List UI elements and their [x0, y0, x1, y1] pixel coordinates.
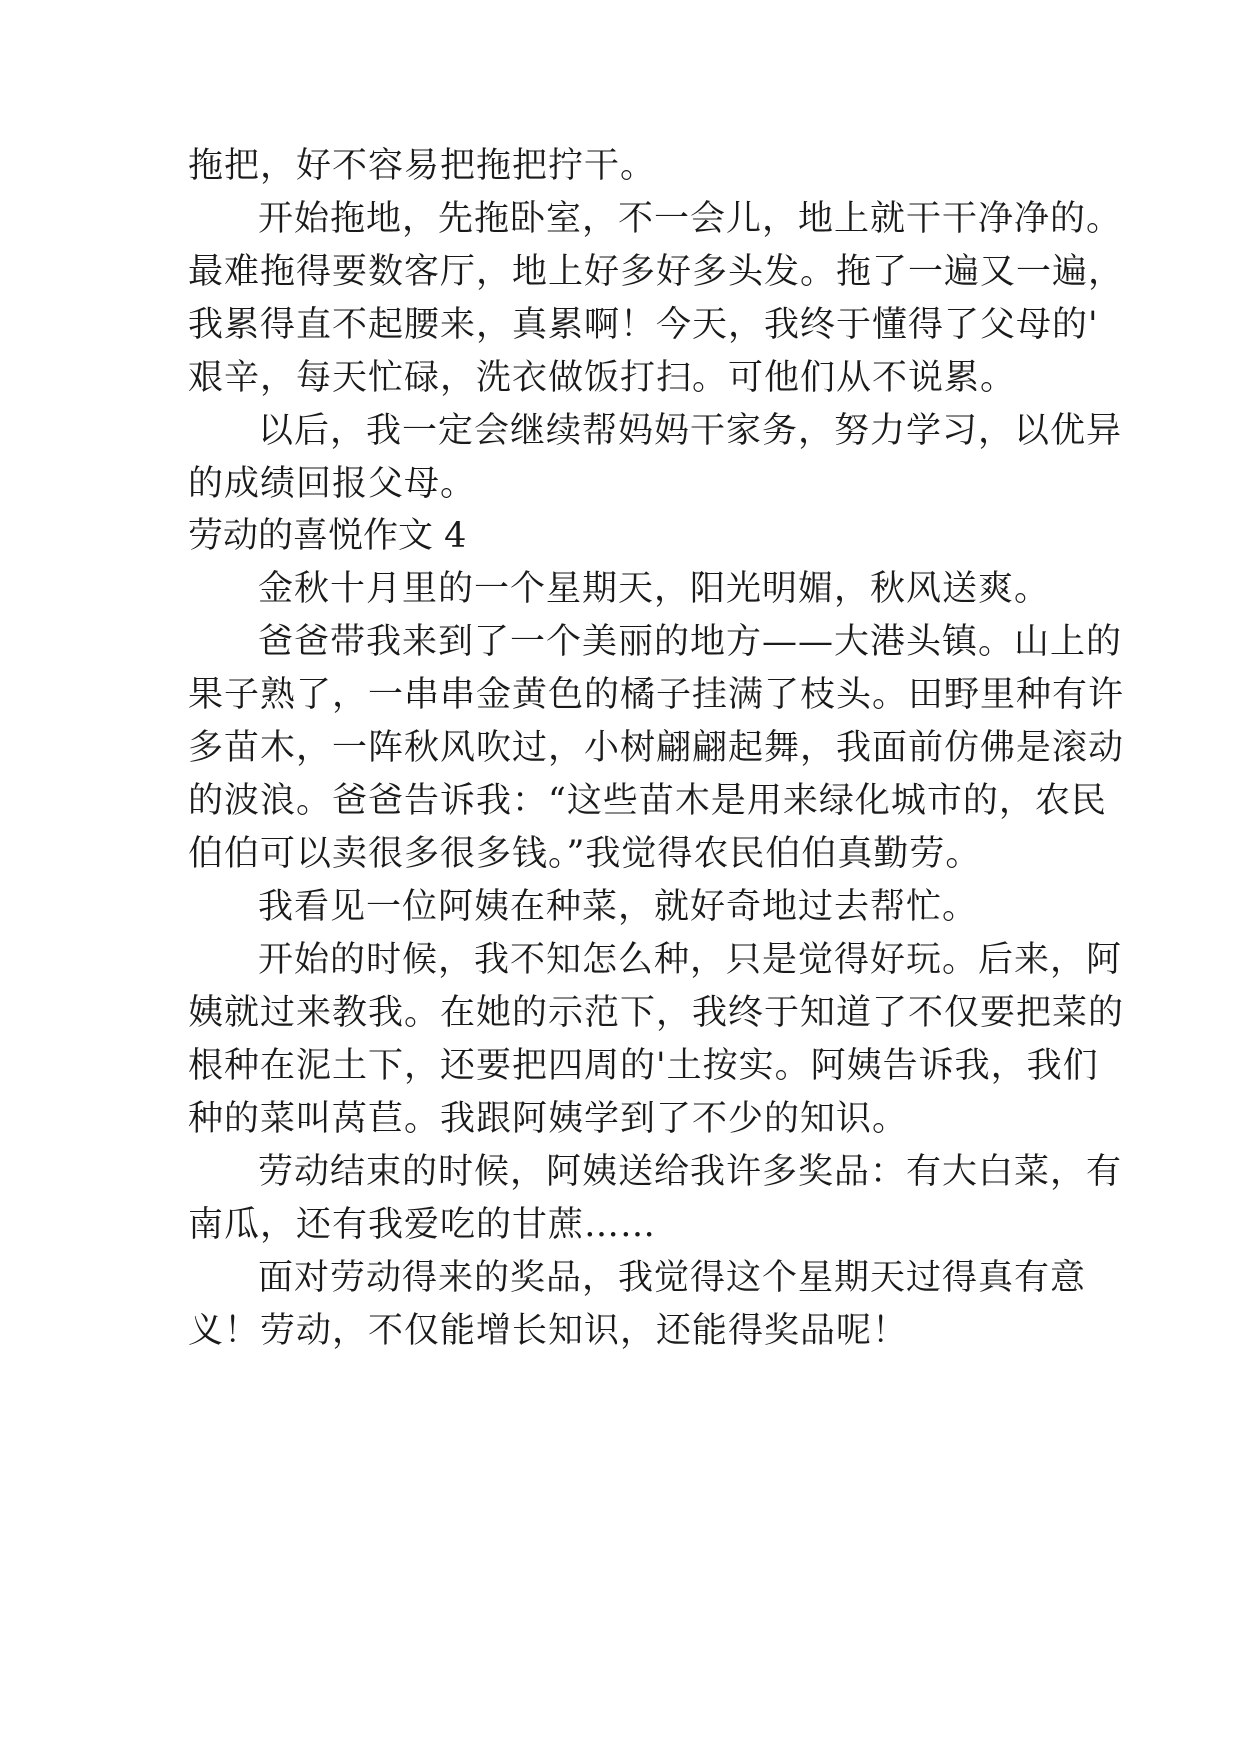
- paragraph-line: 开始拖地，先拖卧室，不一会儿，地上就干干净净的。: [258, 199, 1123, 239]
- paragraph-line: 开始的时候，我不知怎么种，只是觉得好玩。后来，阿: [258, 940, 1123, 980]
- paragraph-line: 南瓜，还有我爱吃的甘蔗……: [188, 1205, 657, 1245]
- paragraph-line: 我累得直不起腰来，真累啊！今天，我终于懂得了父母的': [188, 305, 1099, 345]
- paragraph-line: 根种在泥土下，还要把四周的'土按实。阿姨告诉我，我们: [188, 1046, 1099, 1086]
- paragraph-line: 金秋十月里的一个星期天，阳光明媚，秋风送爽。: [258, 569, 1051, 609]
- paragraph-line: 种的菜叫莴苣。我跟阿姨学到了不少的知识。: [188, 1099, 909, 1139]
- paragraph-line: 的成绩回报父母。: [188, 464, 477, 504]
- paragraph-line: 面对劳动得来的奖品，我觉得这个星期天过得真有意: [258, 1258, 1087, 1298]
- paragraph-line: 我看见一位阿姨在种菜，就好奇地过去帮忙。: [258, 887, 979, 927]
- paragraph-line: 拖把，好不容易把拖把拧干。: [188, 146, 657, 186]
- paragraph-line: 最难拖得要数客厅，地上好多好多头发。拖了一遍又一遍，: [188, 252, 1125, 292]
- paragraph-line: 劳动结束的时候，阿姨送给我许多奖品：有大白菜，有: [258, 1152, 1123, 1192]
- paragraph-line: 义！劳动，不仅能增长知识，还能得奖品呢！: [188, 1311, 909, 1351]
- paragraph-line: 多苗木，一阵秋风吹过，小树翩翩起舞，我面前仿佛是滚动: [188, 728, 1125, 768]
- paragraph-line: 伯伯可以卖很多很多钱。”我觉得农民伯伯真勤劳。: [188, 834, 982, 874]
- section-heading: 劳动的喜悦作文 4: [188, 516, 467, 556]
- paragraph-line: 的波浪。爸爸告诉我：“这些苗木是用来绿化城市的，农民: [188, 781, 1107, 821]
- paragraph-line: 以后，我一定会继续帮妈妈干家务，努力学习，以优异: [258, 411, 1123, 451]
- paragraph-line: 果子熟了，一串串金黄色的橘子挂满了枝头。田野里种有许: [188, 675, 1125, 715]
- paragraph-line: 爸爸带我来到了一个美丽的地方——大港头镇。山上的: [258, 622, 1123, 662]
- paragraph-line: 姨就过来教我。在她的示范下，我终于知道了不仅要把菜的: [188, 993, 1125, 1033]
- paragraph-line: 艰辛，每天忙碌，洗衣做饭打扫。可他们从不说累。: [188, 358, 1017, 398]
